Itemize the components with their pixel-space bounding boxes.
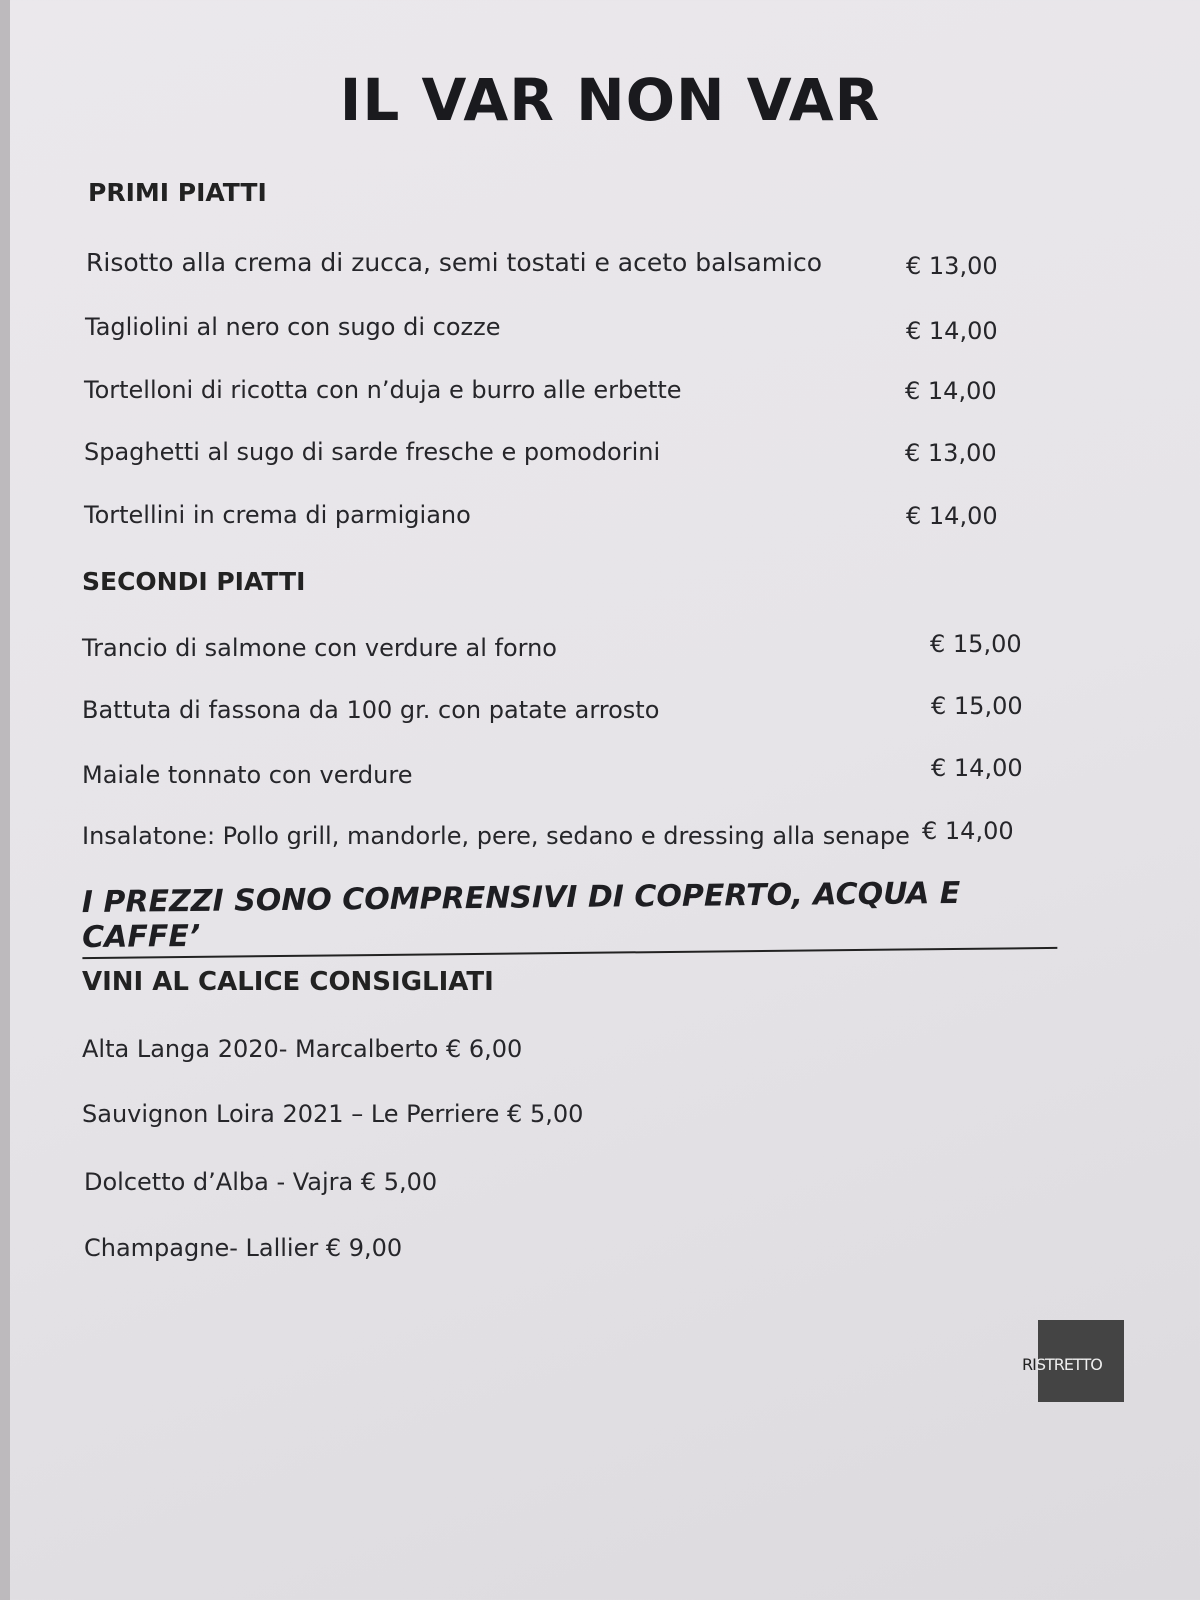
wine-item: Alta Langa 2020- Marcalberto € 6,00 (82, 1035, 523, 1063)
wine-item: Sauvignon Loira 2021 – Le Perriere € 5,00 (82, 1100, 584, 1128)
menu-item: Maiale tonnato con verdure (82, 761, 413, 789)
wine-item: Champagne- Lallier € 9,00 (84, 1234, 403, 1262)
menu-item-price: € 13,00 (906, 252, 998, 280)
menu-item-price: € 14,00 (905, 377, 997, 405)
menu-item: Tortelloni di ricotta con n’duja e burro alle erbette (84, 376, 682, 404)
section-heading-primi: PRIMI PIATTI (88, 178, 267, 207)
wine-item: Dolcetto d’Alba - Vajra € 5,00 (84, 1168, 438, 1196)
menu-item-price: € 15,00 (931, 692, 1023, 720)
menu-title: IL VAR NON VAR (339, 66, 881, 134)
menu-item: Trancio di salmone con verdure al forno (82, 634, 557, 662)
menu-item-price: € 14,00 (922, 817, 1014, 845)
menu-item-price: € 14,00 (906, 502, 998, 530)
menu-item: Risotto alla crema di zucca, semi tostati e aceto balsamico (86, 248, 823, 277)
menu-item-price: € 13,00 (905, 439, 997, 467)
menu-item: Battuta di fassona da 100 gr. con patate arrosto (82, 696, 660, 724)
menu-item-price: € 14,00 (931, 754, 1023, 782)
menu-item-price: € 15,00 (930, 630, 1022, 658)
page-edge (0, 0, 10, 1600)
ristretto-logo-text: RISTRETTO (1022, 1355, 1102, 1374)
menu-item-price: € 14,00 (906, 317, 998, 345)
menu-item: Tortellini in crema di parmigiano (84, 501, 471, 529)
pricing-note: I PREZZI SONO COMPRENSIVI DI COPERTO, ACQUA E CAFFE’ (82, 875, 1058, 959)
menu-item: Insalatone: Pollo grill, mandorle, pere, sedano e dressing alla senape (82, 822, 910, 850)
section-heading-secondi: SECONDI PIATTI (82, 567, 306, 596)
section-heading-vini: VINI AL CALICE CONSIGLIATI (82, 967, 494, 997)
menu-item: Spaghetti al sugo di sarde fresche e pomodorini (84, 438, 661, 466)
menu-item: Tagliolini al nero con sugo di cozze (85, 313, 501, 341)
